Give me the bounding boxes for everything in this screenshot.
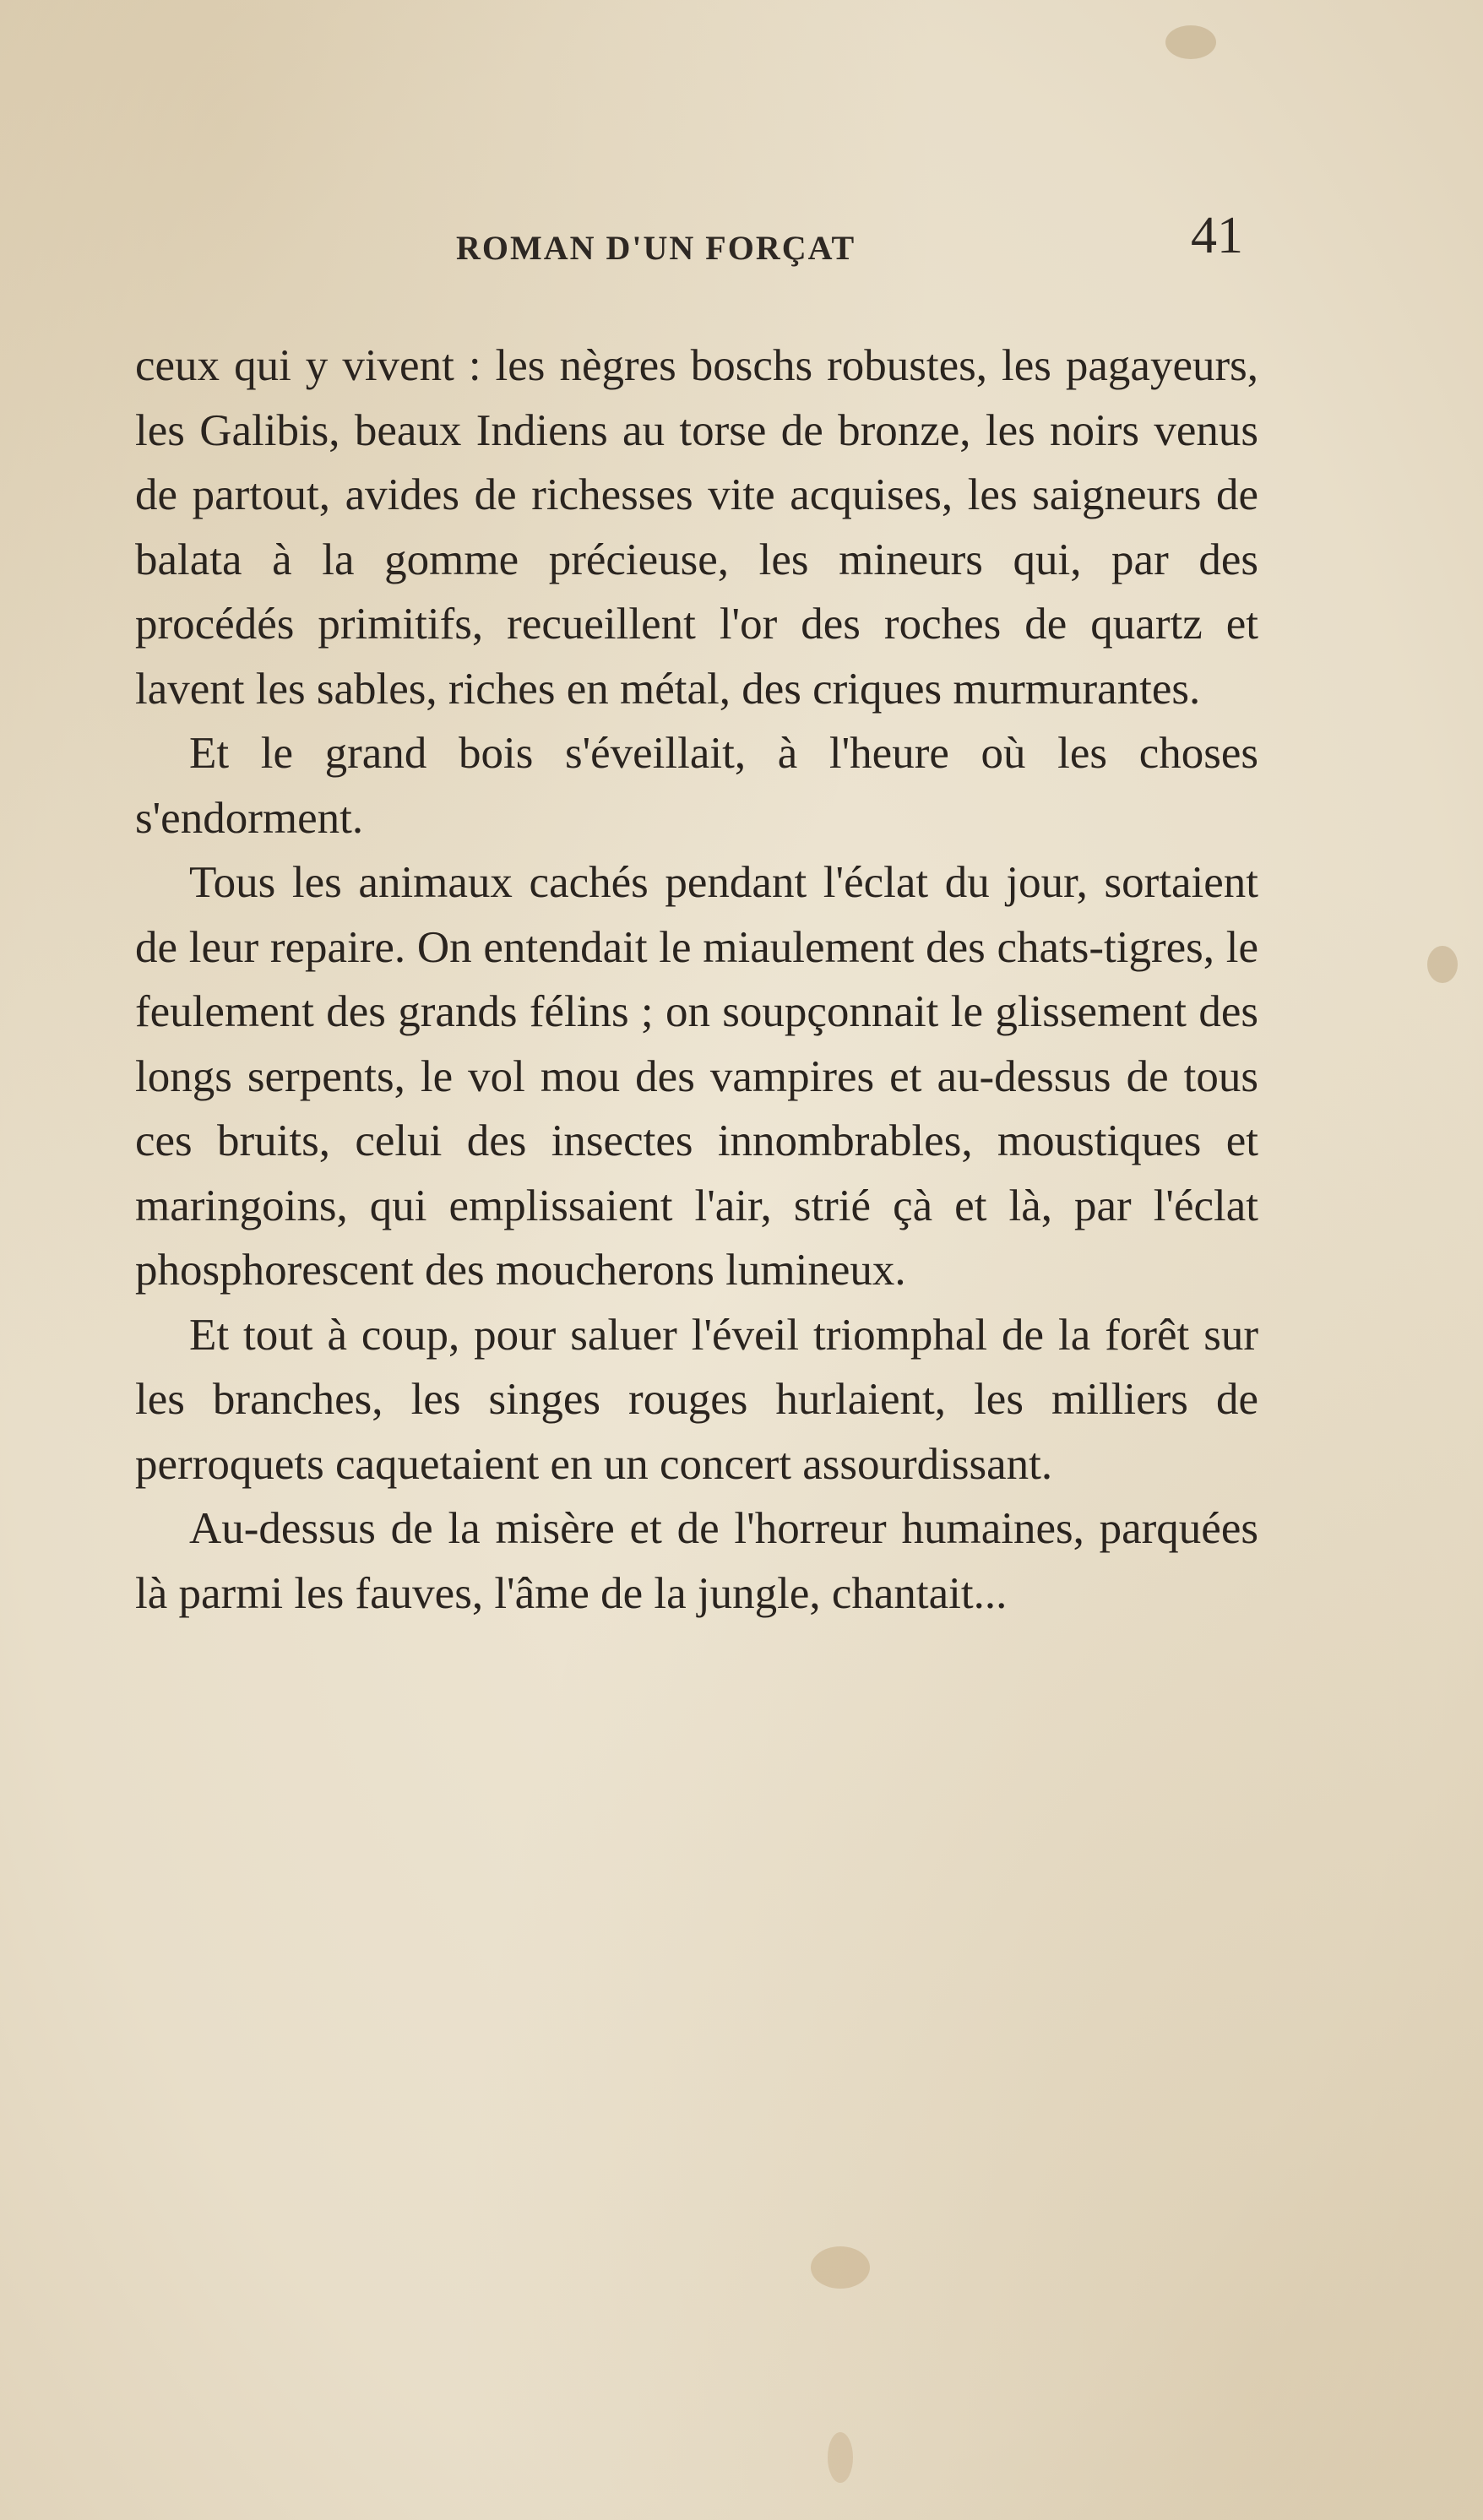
body-text [135,334,1258,1626]
paper-stain [1165,25,1216,59]
paragraph: Et le grand bois s'éveillait, à l'heure où les choses s'endorment. [135,729,1258,843]
running-header [0,206,1483,274]
paper-stain [828,2432,853,2483]
paragraph: ceux qui y vivent : les nègres boschs robustes, les pagayeurs, les Galibis, beaux Indiens au torse de bronze, les noirs venus de partout, avides de richesses vite acquises, les saigneurs de balata à la gomme précieuse, les mineurs qui, par des procédés primitifs, recueillent l'or des roches de quartz et lavent les sables, riches en métal, des criques murmurantes. [135,341,1258,714]
paper-stain [1427,946,1458,983]
running-title: ROMAN D'UN FORÇAT [456,229,856,267]
paragraph: Au-dessus de la misère et de l'horreur humaines, parquées là parmi les fauves, l'âme de la jungle, chantait... [135,1504,1258,1618]
paper-stain [811,2246,870,2289]
paragraph: Tous les animaux cachés pendant l'éclat du jour, sortaient de leur repaire. On entendait le miaulement des chats-tigres, le feulement des grands félins ; on soupçonnait le glissement des longs serpents, le vol mou des vampires et au-dessus de tous ces bruits, celui des insectes innombrables, moustiques et maringoins, qui emplissaient l'air, strié çà et là, par l'éclat phosphorescent des moucherons lumineux. [135,858,1258,1295]
paragraph: Et tout à coup, pour saluer l'éveil triomphal de la forêt sur les branches, les singes rouges hurlaient, les milliers de perroquets caquetaient en un concert assourdissant. [135,1310,1258,1489]
page-number: 41 [1191,207,1243,264]
